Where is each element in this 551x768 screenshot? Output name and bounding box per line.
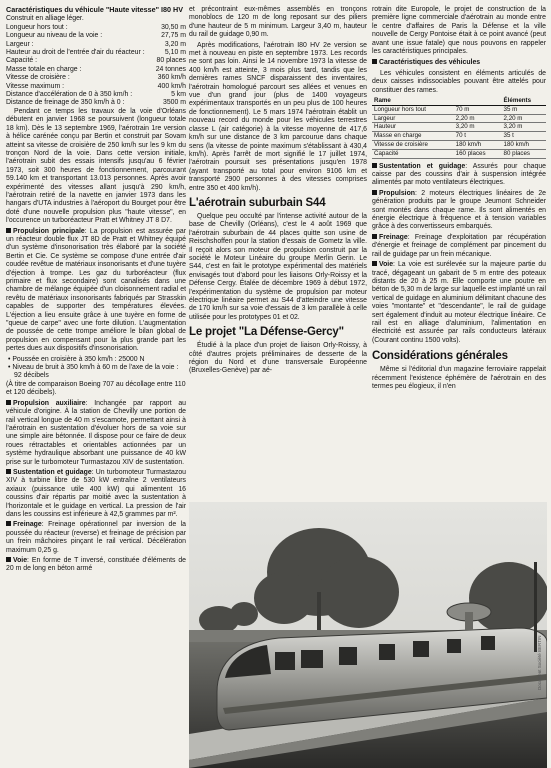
bullet-sustentation [6, 469, 186, 519]
bullet-title: Voie [379, 261, 394, 269]
table-cell: Longueur hors tout [372, 105, 454, 114]
table-cell: Hauteur [372, 123, 454, 132]
bullet-text: : Freinage opérationnel par inversion de la poussée du réacteur (reverse) et freinage de précision par un frein mâchoires pinçant le rail vertical. Décélération maximum 0,25 g. [6, 521, 186, 554]
section-title-s44: L'aérotrain suburbain S44 [189, 196, 326, 209]
bullet-freinage [372, 234, 546, 259]
spec-value: 30,50 m [161, 23, 186, 31]
table-cell: 180 km/h [502, 141, 546, 150]
column-3 [372, 6, 546, 393]
table-header: Éléments [502, 97, 546, 105]
square-bullet-icon [6, 228, 11, 233]
table-cell: Capacité [372, 149, 454, 158]
spec-value: 360 km/h [157, 74, 186, 82]
bullet-title: Freinage [379, 233, 408, 241]
spec-row [6, 57, 186, 65]
sub-bullet: • Poussée en croisière à 350 km/h : 25000 N [8, 355, 145, 363]
spec-row [6, 83, 186, 91]
bullet-text: : Inchangée par rapport au véhicule d'origine. À la station de Chevilly une portion de rail vertical longue de 40 m s'escamote, permettant ainsi à l'aérotrain en sustentation d'évoluer hors de sa voie sur une simple aire bétonnée. Il dispose pour ce faire de deux roues rétractables et orientables actionnées par un système hydraulique absorbant une puissance de 40 kW prise sur le turbomoteur Turmastazou XIV de sustentation. [6, 399, 186, 466]
paragraph: Pendant ce temps les travaux de la voie d'Orléans débutent en janvier 1968 se poursuivent (longueur totale 18 km). Dès le 13 septembre 1969, l'aérotrain 1re version à hélice carénée conçu par Bertin et construit par Sovam atteint sa vitesse de croisière de 250 km/h sur les 9 km du tronçon Nord de la voie. Dans cette version initiale, l'aérotrain subit des essais intensifs jusqu'au 6 février 1973, soit 300 heures de fonctionnement, parcourant 59.140 km et transportant 13.013 personnes. Après avoir expérimenté des vitesses allant jusqu'à 290 km/h, l'aérotrain retiré de la navette en janvier 1973 dans les hangars d'UTA industries à l'aéroport du Bourget pour être doté d'une nouvelle propulsion plus "haute vitesse", en l'occurence un turboréacteur Pratt et Whitney JT 8 D7. [6, 107, 186, 225]
square-bullet-icon [6, 400, 11, 405]
spec-label: Hauteur au droit de l'entrée d'air du réacteur : [6, 49, 145, 57]
bullet-title: Propulsion [379, 189, 415, 197]
bullet-text: : La propulsion est assurée par un réacteur double flux JT 8D de Pratt et Whitney équipé d'un système d'insonorisation très élaboré par la société Bertin et Cie. Ce système se compose d'une entrée d'air coudée revêtue de matériaux insonorisants et d'une tuyère d'éjection à trompe. Les gaz du turboréacteur (flux primaire et flux secondaire) sont canalisés dans une chambre de mélange équipée d'un cloisonnement radial et revêtu de matériaux insonorisants fabriqués par Strasskin capables de supporter des températures élevées. L'éjection a lieu ensuite grâce à une tuyère en forme de "queue de carpe" avec une forte dilution. L'augmentation de poussée de cette trompe améliore le bilan global de propulsion en compensant pour la plus grande part les pertes dues aux dispositifs d'insonorisation. [6, 227, 186, 353]
spec-label: Vitesse de croisière : [6, 74, 70, 82]
photo-credit: Document Société BERTIN [537, 635, 542, 690]
bullet-text: : Un turbomoteur Turmastazou XIV à turbine libre de 530 kW entraîne 2 ventilateurs axiaux (puissance utile 400 kW) qui alimentent 16 coussins d'air répartis par moitié avec la sustentation à l'horizontale et le guidage en vertical. La pression de l'air dans les coussins est inférieure à 42,5 grammes par m². [6, 468, 186, 518]
spec-value: 3500 m [163, 99, 186, 107]
table-cell: 2,20 m [454, 114, 502, 123]
spec-row [6, 74, 186, 82]
table-cell: 3,20 m [454, 123, 502, 132]
spec-value: 27,75 m [161, 32, 186, 40]
column-1 [6, 6, 186, 576]
square-bullet-icon [372, 261, 377, 266]
spec-label: Distance de freinage de 350 km/h à 0 : [6, 99, 125, 107]
bullet-propulsion [372, 190, 546, 232]
table-row [372, 105, 546, 114]
paragraph: Quelque peu occulté par l'intense activité autour de la base de Chevilly (Orléans), c'est le 4 août 1969 que l'aérotrain suburbain de 44 places quitte son usine de Reischshoffen pour la station d'essais de Gometz la ville. Il reçoit alors son moteur de propulsion construit par la société le Moteur Linéaire du groupe Merlin Gerin. Le S44, c'est en fait le prototype expérimental des matériels envisagés tout d'abord pour les liaisons Orly-Roissy et la Défense Cergy. Étalée de décembre 1969 à début 1972, l'expérimentation du système de propulsion par moteur électrique linéaire permet au S44 d'atteindre une vitesse de 170 km/h sur sa voie d'essais de 3 km parallèle à celle utilisée pour les prototypes 01 et 02. [189, 212, 367, 321]
spec-row [6, 41, 186, 49]
table-cell: 180 km/h [454, 141, 502, 150]
spec-row [6, 32, 186, 40]
bullet-text: : 2 moteurs électriques linéaires de 2e génération produits par le groupe Jeumont Schneider sont montés dans chaque rame. Ils sont alimentés en énergie électrique à fréquence et à tension variables grâce à des convertisseurs embarqués. [372, 189, 546, 231]
bullet-title: Propulsion auxiliaire [13, 399, 86, 407]
square-bullet-icon [372, 163, 377, 168]
bullet-text: : En forme de T inversé, constituée d'éléments de 20 m de long en béton armé [6, 557, 186, 573]
paragraph: Après modifications, l'aérotrain I80 HV 2e version se met à nouveau en piste en septembre 1973. Les records ne sont pas loin. Ainsi le 14 novembre 1973 la vitesse de 400 km/h est atteinte, 3 mois plus tard, tandis que les dernières rames SNCF disparaissent des inventaires, l'aérotrain homologué parcourt ses allées et venues en vue d'un grand jour (plus de 1400 voyageurs expérimentaux transportés en un peu plus de 100 heures de fonctionnement). Le 5 mars 1974 l'aérotrain établit un nouveau record du monde pour les véhicules terrestres classe L (air catégorie) à la vitesse moyenne de 417,6 km/h sur une distance de 3 km parcourue dans chaque sens (la vitesse de pointe maximum s'établissant à 430,4 km/h). Après l'arrêt de mort signifié le 17 juillet 1974, l'aérotrain poursuit ses présentations jusqu'en 1978 (ayant transporté au total pour environ 9106 km et transporté 2900 personnes à des vitesses comprises entre 350 et 400 km/h). [189, 41, 367, 192]
bullet-title: Sustentation et guidage [379, 162, 466, 170]
table-row [372, 132, 546, 141]
paragraph: Même si l'éditorial d'un magazine ferroviaire rappelait récemment l'existence éphémère de l'aérotrain en des termes peu élogieux, il n'en [372, 366, 546, 390]
table-cell: 35 m [502, 105, 546, 114]
spec-label: Capacité : [6, 57, 38, 65]
spec-value: 3,20 m [164, 40, 186, 48]
bullet-text: : Assurés pour chaque caisse par des coussins d'air à suspension intégrée alimentés par moto ventilateurs électriques. [372, 162, 546, 187]
spec-label: Longueur hors tout : [6, 23, 68, 31]
table-cell: 160 places [454, 149, 502, 158]
bullet-title: Sustentation et guidage [13, 468, 92, 476]
spec-label: Masse totale en charge : [6, 65, 82, 73]
spec-label: Distance d'accélération de 0 à 350 km/h : [6, 91, 133, 99]
paragraph: Les véhicules consistent en éléments articulés de deux caisses indissociables pouvant être attelés pour constituer des rames. [372, 69, 546, 94]
square-bullet-icon [6, 557, 11, 562]
table-row [372, 114, 546, 123]
spec-value: 400 km/h [157, 82, 186, 90]
specs-list [6, 24, 186, 108]
vehicle-table [372, 97, 546, 159]
vehicle-specs-heading [372, 59, 546, 67]
table-cell: Vitesse de croisière [372, 141, 454, 150]
square-bullet-icon [372, 234, 377, 239]
section-title-defense-gercy: Le projet "La Défense-Gercy" [189, 326, 344, 339]
table-row [372, 123, 546, 132]
paragraph: rotrain dite Europole, le projet de construction de la première ligne commerciale d'aérotrain au monde entre le centre d'affaires de Paris la Défense et la ville nouvelle de Cergy Pontoise était à ce point avancé (peut avant une issue fatale) que nous pouvons en rappeler les caractéristiques principales. [372, 6, 546, 56]
spec-label: Largeur : [6, 40, 34, 48]
table-row [372, 141, 546, 150]
square-bullet-icon [6, 469, 11, 474]
paragraph: Étudié à la place d'un projet de liaison Orly-Roissy, à côté d'autres projets préliminaires de desserte de la région du Nord et d'une transversale Européenne (Bruxelles-Genève) par aé- [189, 342, 367, 375]
spec-value: 24 tonnes [155, 65, 186, 73]
spec-row [6, 66, 186, 74]
paragraph: et précontraint eux-mêmes assemblés en tronçons monoblocs de 120 m de long reposant sur des piliers d'une hauteur de 5 m minimum. Largeur 3,40 m, hauteur du rail de guidage 0,90 m. [189, 6, 367, 39]
table-cell: 3,20 m [502, 123, 546, 132]
bullet-freinage [6, 521, 186, 555]
note: (À titre de comparaison Boeing 707 au décollage entre 110 et 120 décibels). [6, 380, 186, 397]
table-cell: 80 places [502, 149, 546, 158]
bullet-text: : La voie est surélevée sur la majeure partie du tracé, dégageant un gabarit de 5 m entre des poteaux distants de 20 à 25 m. Elle comporte une poutre en béton de 5,30 m de large sur laquelle est implanté un rail vertical de guidage en aluminium délimitant chacune des voies "montante" et "descendante", le rail de guidage sert également d'induit au moteur électrique linéaire. Ce rail est en alliage d'aluminium, l'alimentation en électricité est assurée par rails conducteurs latéraux (Courant continu 1500 volts). [372, 261, 546, 344]
aerotrain-illustration [189, 502, 547, 768]
spec-row [6, 24, 186, 32]
bullet-title: Caractéristiques des véhicules [379, 59, 481, 67]
spec-value: 80 places [156, 57, 186, 65]
table-header [454, 97, 502, 105]
spec-value: 5,10 m [164, 49, 186, 57]
square-bullet-icon [372, 190, 377, 195]
table-header: Rame [372, 97, 454, 105]
bullet-text: : Freinage d'exploitation par récupération d'énergie et freinage de complément par pincement du rail de guidage par un frein mécanique. [372, 233, 546, 258]
bullet-sustentation-guidage [372, 163, 546, 188]
table-cell: 35 t [502, 132, 546, 141]
sub-bullet: • Niveau de bruit à 350 km/h à 60 m de l'axe de la voie : 92 décibels [8, 364, 179, 380]
spec-row [6, 99, 186, 107]
table-header-row [372, 97, 546, 105]
table-cell: 70 t [454, 132, 502, 141]
table-row [372, 149, 546, 158]
table-cell: 70 m [454, 105, 502, 114]
specs-title: Caractéristiques du véhicule "Haute vitesse" I80 HV [6, 5, 183, 14]
square-bullet-icon [372, 59, 377, 64]
bullet-title: Propulsion principale [13, 227, 85, 235]
bullet-propulsion-auxiliaire [6, 400, 186, 467]
table-body [372, 105, 546, 158]
table-cell: Largeur [372, 114, 454, 123]
bullet-voie [6, 557, 186, 574]
spec-value: 5 km [171, 91, 186, 99]
spec-row [6, 91, 186, 99]
bullet-title: Freinage [13, 521, 42, 529]
bullet-propulsion-principale [6, 228, 186, 354]
bullet-voie [372, 261, 546, 345]
table-cell: Masse en charge [372, 132, 454, 141]
table-cell: 2,20 m [502, 114, 546, 123]
column-2 [189, 6, 367, 378]
spec-label: Vitesse maximum : [6, 82, 65, 90]
aerotrain-photo [189, 502, 547, 768]
bullet-title: Voie [13, 557, 28, 564]
square-bullet-icon [6, 521, 11, 526]
specs-intro: Construit en alliage léger. [6, 15, 84, 23]
section-title-considerations: Considérations générales [372, 350, 508, 363]
spec-row [6, 49, 186, 57]
spec-label: Longueur au niveau de la voie : [6, 32, 103, 40]
